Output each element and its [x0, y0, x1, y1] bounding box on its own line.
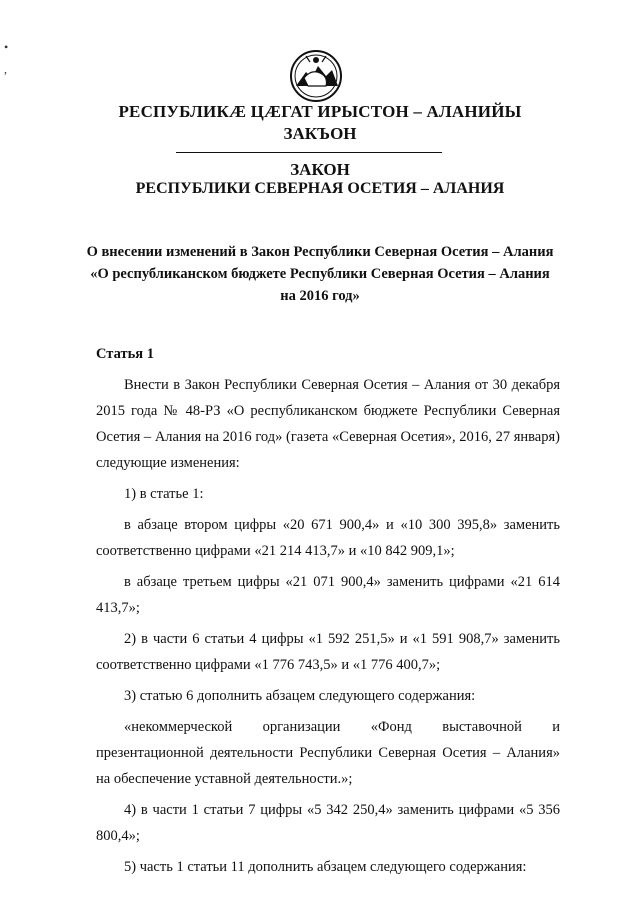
header-ossetian-law: ЗАКЪОН	[283, 124, 357, 143]
document-title	[70, 241, 570, 307]
paragraph: Внести в Закон Республики Северная Осетия – Алания от 30 декабря 2015 года № 48-РЗ «О республиканском бюджете Республики Северная Осетия – Алания на 2016 год» (газета «Северная Осетия», 2016, 27 января) следующие изменения:	[96, 377, 560, 471]
scan-artifact-mark: ,	[4, 62, 7, 76]
coat-of-arms-emblem	[286, 48, 346, 104]
scan-artifact-mark: •	[4, 40, 9, 54]
paragraph: 1) в статье 1:	[124, 486, 204, 502]
header-law: ЗАКОН	[290, 160, 350, 179]
title-line: на 2016 год»	[280, 288, 360, 304]
paragraph: в абзаце третьем цифры «21 071 900,4» заменить цифрами «21 614 413,7»;	[96, 574, 560, 616]
header-republic: РЕСПУБЛИКИ СЕВЕРНАЯ ОСЕТИЯ – АЛАНИЯ	[135, 180, 505, 197]
article-body	[96, 372, 560, 880]
paragraph: 2) в части 6 статьи 4 цифры «1 592 251,5» и «1 591 908,7» заменить соответственно цифрами «1 776 743,5» и «1 776 400,7»;	[96, 631, 560, 673]
title-line: О внесении изменений в Закон Республики Северная Осетия – Алания	[86, 244, 554, 260]
paragraph: 4) в части 1 статьи 7 цифры «5 342 250,4» заменить цифрами «5 356 800,4»;	[96, 802, 560, 844]
title-line: «О республиканском бюджете Республики Северная Осетия – Алания	[90, 266, 550, 282]
paragraph: «некоммерческой организации «Фонд выставочной и презентационной деятельности Республики Северная Осетия – Алания» на обеспечение уставной деятельности.»;	[96, 719, 560, 787]
paragraph: 3) статью 6 дополнить абзацем следующего содержания:	[124, 688, 476, 704]
header-ossetian-republic: РЕСПУБЛИКӔ ЦӔГАТ ИРЫСТОН – АЛАНИЙЫ	[118, 102, 522, 121]
paragraph: 5) часть 1 статьи 11 дополнить абзацем следующего содержания:	[124, 859, 527, 875]
header-divider	[176, 152, 442, 153]
paragraph: в абзаце втором цифры «20 671 900,4» и «10 300 395,8» заменить соответственно цифрами «21 214 413,7» и «10 842 909,1»;	[96, 517, 560, 559]
article-heading: Статья 1	[96, 346, 154, 362]
